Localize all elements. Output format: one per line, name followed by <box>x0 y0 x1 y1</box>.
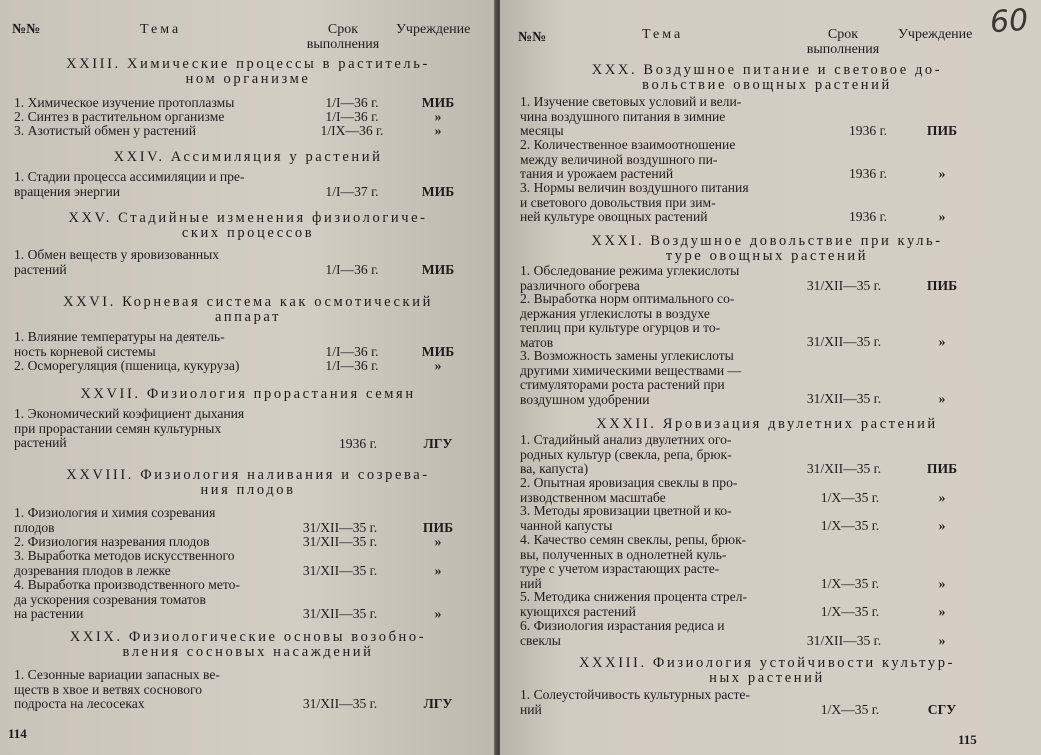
item-text: 5. Методика снижения процента стрел- кующихся растений <box>520 589 748 619</box>
item-institution: » <box>938 518 946 533</box>
item-term: 31/XII—35 г. <box>302 696 378 711</box>
item-term: 1936 г. <box>338 436 378 451</box>
item-term: 31/XII—35 г. <box>302 563 378 578</box>
right-page <box>500 0 1041 755</box>
item-text: 4. Качество семян свеклы, репы, брюк- вы, полученных в однолетней куль- туре с учетом израстающих расте- ний <box>520 532 747 591</box>
item-text: 1. Сезонные вариации запасных ве- ществ в хвое и ветвях соснового подроста на лесосеках <box>14 667 220 712</box>
section-title: XXV. Стадийные изменения физиологиче- ских процессов <box>68 210 428 241</box>
left-page <box>0 0 496 755</box>
header-term: Срок выполнения <box>306 22 380 52</box>
item-text: 1. Стадийный анализ двулетних ого- родных культур (свекла, репа, брюк- ва, капуста) <box>520 432 732 477</box>
item-institution: ЛГУ <box>423 436 453 451</box>
item-institution: » <box>434 563 442 578</box>
item-text: 1. Экономический коэфициент дыхания при прорастании семян культурных растений <box>14 406 245 451</box>
item-term: 1936 г. <box>848 166 888 181</box>
section-title: XXIX. Физиологические основы возобно- вления сосновых насаждений <box>69 629 427 660</box>
item-term: 1/X—35 г. <box>820 604 880 619</box>
item-institution: » <box>938 209 946 224</box>
item-term: 31/XII—35 г. <box>302 534 378 549</box>
item-text: 1. Физиология и химия созревания плодов <box>14 505 216 535</box>
item-institution: » <box>434 534 442 549</box>
item-institution: СГУ <box>927 702 957 717</box>
section-title: XXIII. Химические процессы в раститель- ном организме <box>66 56 430 87</box>
item-institution: » <box>938 604 946 619</box>
item-term: 31/XII—35 г. <box>806 278 882 293</box>
item-text: 1. Обследование режима углекислоты различного обогрева <box>520 263 740 293</box>
item-institution: » <box>938 166 946 181</box>
item-term: 1/I—37 г. <box>325 184 379 199</box>
item-term: 31/XII—35 г. <box>302 520 378 535</box>
item-term: 1/X—35 г. <box>820 518 880 533</box>
item-text: 1. Влияние температуры на деятель- ность корневой системы <box>14 329 225 359</box>
section-title: XXVII. Физиология прорастания семян <box>80 386 416 402</box>
item-text: 4. Выработка производственного мето- да ускорения созревания томатов на растении <box>14 577 240 622</box>
item-term: 1/I—36 г. <box>325 262 379 277</box>
item-term: 1936 г. <box>848 123 888 138</box>
item-institution: » <box>938 391 946 406</box>
section-title: XXX. Воздушное питание и световое до- вольствие овощных растений <box>591 62 943 93</box>
item-institution: ПИБ <box>926 278 958 293</box>
item-institution: МИБ <box>421 184 455 199</box>
item-term: 1/I—36 г. <box>325 109 379 124</box>
item-text: 2. Физиология назревания плодов <box>14 534 210 549</box>
item-term: 31/XII—35 г. <box>302 606 378 621</box>
item-term: 31/XII—35 г. <box>806 391 882 406</box>
item-text: 3. Нормы величин воздушного питания и светового довольствия при зим- ней культуре овощных растений <box>520 180 749 225</box>
item-text: 3. Методы яровизации цветной и ко- чанной капусты <box>520 503 732 533</box>
item-text: 2. Выработка норм оптимального со- держания углекислоты в воздухе теплиц при культуре огурцов и то- матов <box>520 291 735 350</box>
item-text: 1. Солеустойчивость культурных расте- ний <box>520 687 750 717</box>
handwritten-page-number: 60 <box>988 2 1030 41</box>
item-text: 3. Азотистый обмен у растений <box>14 123 197 138</box>
section-title: XXVI. Корневая система как осмотический аппарат <box>63 294 433 325</box>
item-institution: » <box>434 109 442 124</box>
item-institution: ПИБ <box>926 461 958 476</box>
item-institution: » <box>938 490 946 505</box>
item-institution: ЛГУ <box>423 696 453 711</box>
section-title: XXXII. Яровизация двулетних растений <box>596 416 938 432</box>
header-num: №№ <box>518 30 547 45</box>
item-institution: » <box>938 633 946 648</box>
item-text: 1. Химическое изучение протоплазмы <box>14 95 235 110</box>
item-term: 1/I—36 г. <box>325 344 379 359</box>
item-institution: » <box>434 123 442 138</box>
item-institution: » <box>434 358 442 373</box>
item-term: 1/IX—36 г. <box>320 123 384 138</box>
header-institution: Учреждение <box>396 22 471 37</box>
item-term: 1/I—36 г. <box>325 358 379 373</box>
item-text: 2. Количественное взаимоотношение между величиной воздушного пи- тания и урожаем растений <box>520 137 736 182</box>
header-num: №№ <box>12 22 41 37</box>
item-term: 1/I—36 г. <box>325 95 379 110</box>
item-institution: » <box>938 576 946 591</box>
item-institution: ПИБ <box>422 520 454 535</box>
header-topic: Тема <box>642 27 684 42</box>
section-title: XXXI. Воздушное довольствие при куль- туре овощных растений <box>591 233 943 264</box>
item-institution: МИБ <box>421 262 455 277</box>
item-institution: » <box>938 334 946 349</box>
item-text: 2. Синтез в растительном организме <box>14 109 225 124</box>
item-text: 2. Опытная яровизация свеклы в про- изводственном масштабе <box>520 475 738 505</box>
item-text: 3. Выработка методов искусственного дозревания плодов в лежке <box>14 548 235 578</box>
header-topic: Тема <box>140 22 182 37</box>
item-term: 1936 г. <box>848 209 888 224</box>
item-term: 31/XII—35 г. <box>806 334 882 349</box>
item-text: 2. Осморегуляция (пшеница, кукуруза) <box>14 358 240 373</box>
item-term: 1/X—35 г. <box>820 490 880 505</box>
item-term: 31/XII—35 г. <box>806 461 882 476</box>
item-text: 1. Стадии процесса ассимиляции и пре- вращения энергии <box>14 169 245 199</box>
item-term: 1/X—35 г. <box>820 702 880 717</box>
header-institution: Учреждение <box>898 27 973 42</box>
item-institution: ПИБ <box>926 123 958 138</box>
page-number: 114 <box>8 726 27 741</box>
page-number: 115 <box>958 732 977 747</box>
item-institution: » <box>434 606 442 621</box>
item-text: 1. Обмен веществ у яровизованных растений <box>14 247 220 277</box>
section-title: XXVIII. Физиология наливания и созрева- ния плодов <box>66 467 430 498</box>
item-text: 3. Возможность замены углекислоты другими химическими веществами — стимуляторами роста растений при воздушном удобрении <box>520 348 742 407</box>
section-title: XXIV. Ассимиляция у растений <box>113 149 383 165</box>
header-term: Срок выполнения <box>806 27 880 57</box>
item-text: 1. Изучение световых условий и вели- чина воздушного питания в зимние месяцы <box>520 94 742 139</box>
item-institution: МИБ <box>421 95 455 110</box>
item-institution: МИБ <box>421 344 455 359</box>
item-term: 31/XII—35 г. <box>806 633 882 648</box>
section-title: XXXIII. Физиология устойчивости культур- ных растений <box>578 655 956 686</box>
item-text: 6. Физиология израстания редиса и свеклы <box>520 618 725 648</box>
item-term: 1/X—35 г. <box>820 576 880 591</box>
